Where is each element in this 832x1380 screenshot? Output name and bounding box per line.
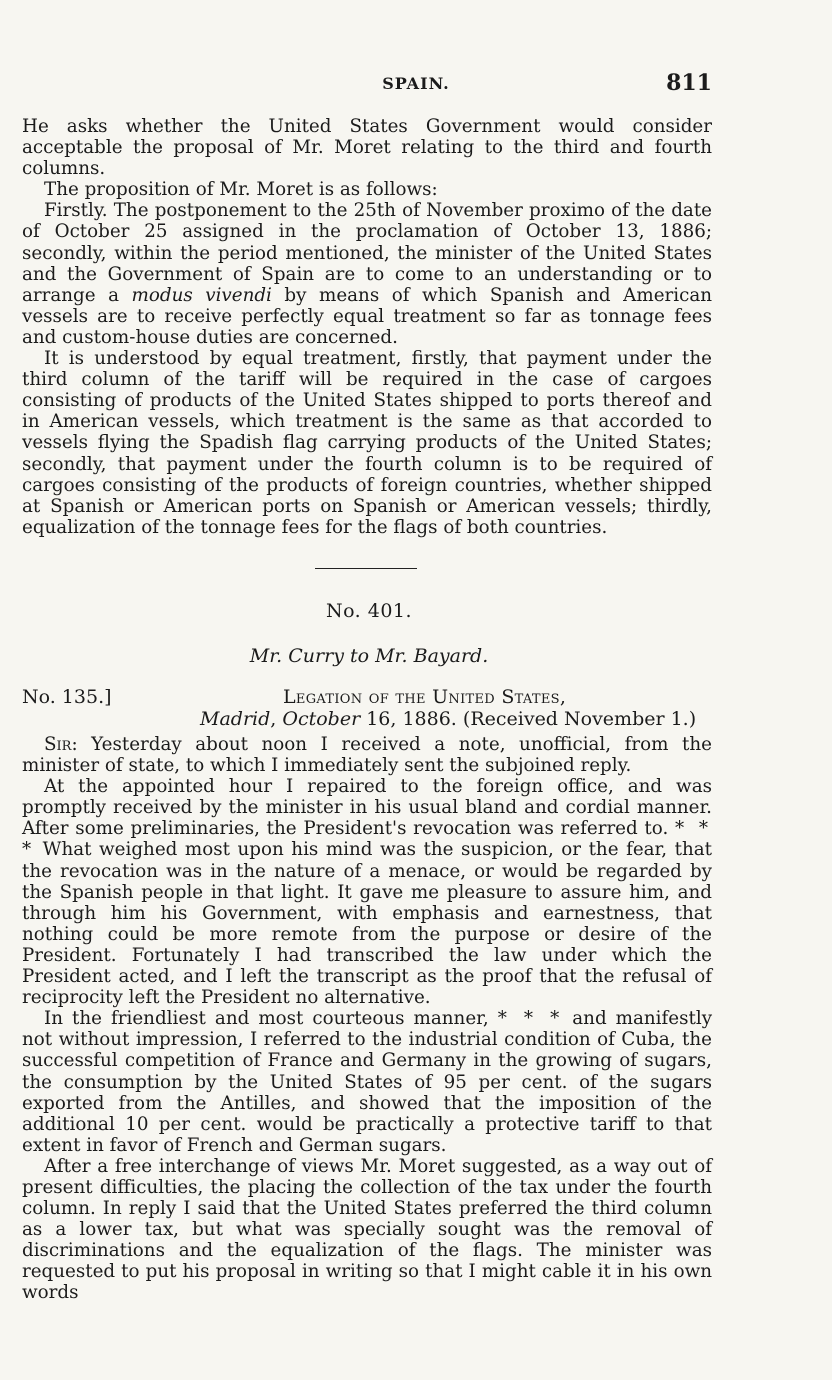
text-run: In the friendliest and most courteous manner, (44, 1008, 498, 1030)
ellipsis-stars: * * * (497, 1008, 564, 1030)
page-number: 811 (666, 70, 712, 96)
paragraph: It is understood by equal treatment, firstly, that payment under the third column of the tariff will be required in the case of cargoes consisting of products of the United States shipped to ports thereof and in American vessels, which treatment is the same as that accorded to vessels flying the Spadish flag carrying products of the United States; secondly, that payment under the fourth column is to be required of cargoes consisting of the products of foreign countries, whether shipped at Spanish or American ports on Spanish or American vessels; thirdly, equalization of the tonnage fees for the flags of both countries. (22, 348, 712, 538)
legation-heading: Legation of the United States, (283, 686, 567, 708)
received-note: (Received November 1.) (462, 708, 697, 730)
paragraph: After a free interchange of views Mr. Moret suggested, as a way out of present difficulties, the placing the collection of the tax under the fourth column. In reply I said that the United States preferred the third column as a lower tax, but what was specially sought was the removal of discriminations and the equalization of the flags. The minister was requested to put his proposal in writing so that I might cable it in his own words (22, 1155, 712, 1304)
date-place: Madrid (200, 708, 271, 730)
paragraph: The proposition of Mr. Moret is as follows: (44, 179, 438, 201)
text-run: by means of which Spanish and American vessels are to receive perfectly equal treatment so far as tonnage fees and custom-house duties are concerned. (22, 284, 713, 348)
text-run: What weighed most upon his mind was the suspicion, or the fear, that the revocation was in the nature of a menace, or would be regarded by the Spanish people in that light. It gave me pleasure to assure him, and through him his Government, with emphasis and earnestness, that nothing could be more remote from the purpose or desire of the President. Fortunately I had transcribed the law under which the President acted, and I left the transcript as the proof that the refusal of reciprocity left the President no alternative. (22, 839, 712, 1009)
text-run: and manifestly not without impression, I referred to the industrial condition of Cuba, the successful competition of France and Germany in the growing of sugars, the consumption by the United States of 95 per cent. of the sugars exported from the Antilles, and showed that the imposition of the additional 10 per cent. would be practically a protective tariff to that extent in favor of French and German sugars. (22, 1008, 713, 1156)
dateline: Madrid, October 16, 1886. (Received November 1.) (200, 708, 697, 730)
page-header (0, 70, 832, 100)
text-run: Yesterday about noon I received a note, unofficial, from the minister of state, to which I immediately sent the subjoined reply. (22, 734, 712, 777)
text-block-letter (22, 734, 712, 1304)
section-divider (315, 568, 417, 569)
paragraph (22, 776, 712, 1008)
document-number: No. 401. (325, 600, 413, 622)
running-head: SPAIN. (382, 74, 450, 93)
italic-phrase: modus vivendi (131, 284, 272, 306)
text-run: At the appointed hour I repaired to the foreign office, and was promptly received by the minister in his usual bland and cordial manner. After some preliminaries, the President's revocation was referred to. (22, 776, 712, 840)
paragraph: He asks whether the United States Government would consider acceptable the proposal of Mr. Moret relating to the third and fourth columns. (22, 116, 712, 180)
document-title: Mr. Curry to Mr. Bayard. (249, 645, 489, 667)
paragraph (22, 200, 712, 348)
text-run: Firstly. The postponement to the 25th of November proximo of the date of October 25 assigned in the proclamation of October 13, 1886; secondly, within the period mentioned, the minister of the United States and the Government of Spain are to come to an understanding or to arrange a (22, 200, 712, 306)
paragraph (22, 734, 712, 776)
salutation: Sir: (44, 734, 78, 755)
date-rest: 16, 1886. (360, 708, 457, 730)
date-month: October (282, 708, 361, 730)
text-block-proposal (22, 116, 712, 538)
dispatch-number: No. 135.] (22, 686, 112, 708)
ellipsis-stars: * * * (22, 818, 713, 861)
paragraph (22, 1008, 712, 1156)
